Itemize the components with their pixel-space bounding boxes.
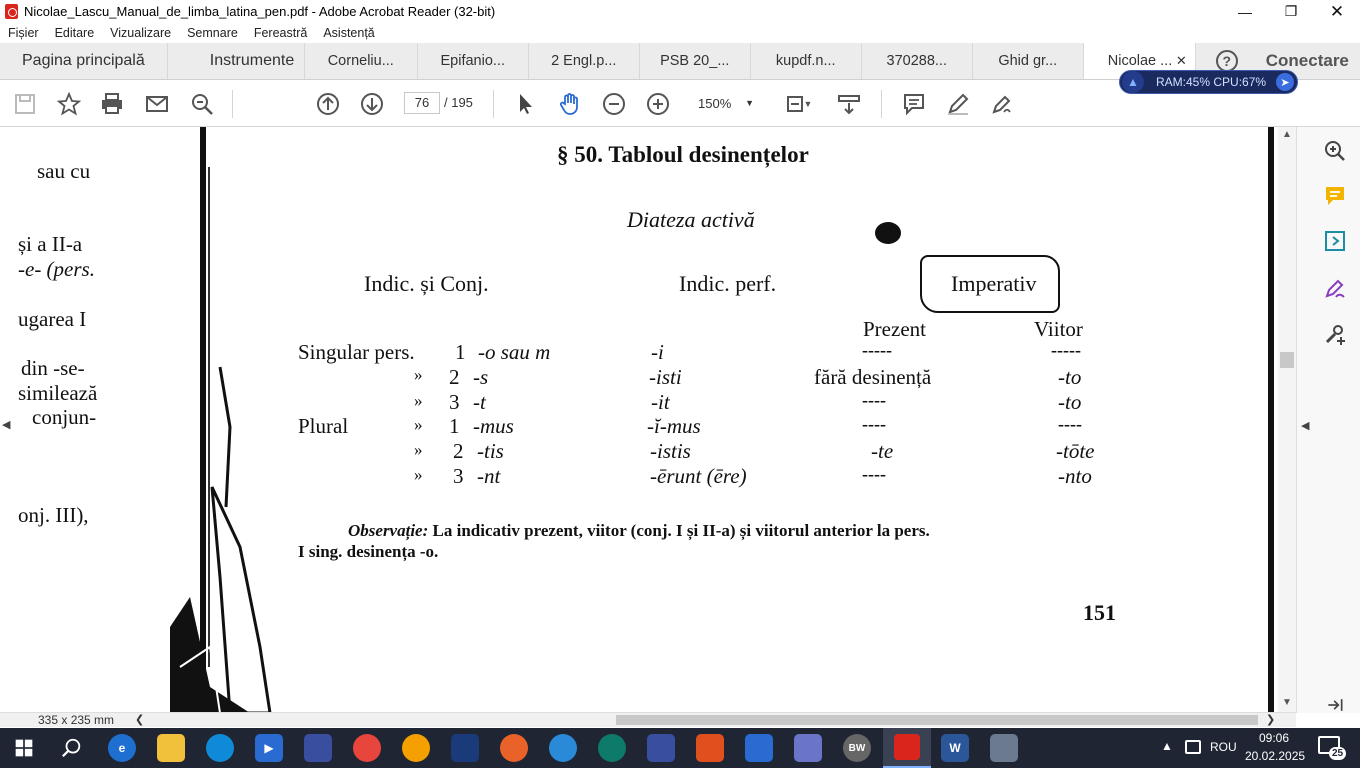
close-button[interactable]: ✕ [1329, 1, 1345, 21]
scroll-up-icon[interactable]: ▲ [1282, 129, 1292, 140]
table-cell-viitor: ---- [1058, 414, 1082, 434]
doc-tab[interactable]: Epifanio... [418, 43, 529, 79]
fragment-line: din -se- [21, 356, 85, 380]
zoom-in-icon[interactable] [644, 90, 672, 118]
page-total: / 195 [444, 95, 473, 110]
divider [881, 90, 882, 118]
file-explorer-icon[interactable] [157, 734, 185, 762]
tab-home[interactable]: Pagina principală [0, 43, 168, 79]
maximize-button[interactable]: ❐ [1284, 3, 1298, 19]
doc-tab[interactable]: PSB 20_... [640, 43, 751, 79]
windows-start-icon[interactable] [10, 734, 38, 762]
table-cell-prezent: ----- [862, 340, 892, 360]
brave-icon[interactable] [696, 734, 724, 762]
ditto-mark: » [414, 415, 423, 434]
document-viewport[interactable] [0, 127, 1296, 713]
col-header-prezent: Prezent [863, 317, 926, 341]
app-teal-icon[interactable] [598, 734, 626, 762]
table-cell-ending: -t [473, 390, 486, 414]
app-window-icon[interactable] [451, 734, 479, 762]
ditto-mark: » [414, 391, 423, 410]
perf-readout: RAM:45% CPU:67% [1156, 75, 1267, 89]
comment-panel-icon[interactable] [1321, 182, 1349, 210]
highlight-pen-icon[interactable] [944, 90, 972, 118]
page-size-label: 335 x 235 mm [38, 713, 115, 727]
menu-edit[interactable]: Editare [54, 26, 95, 40]
vertical-scrollbar[interactable] [1278, 127, 1296, 713]
search-icon[interactable] [58, 734, 86, 762]
fragment-line: similează [18, 381, 98, 405]
table-cell-num: 2 [449, 365, 460, 389]
scroll-down-icon[interactable]: ▼ [1282, 697, 1292, 708]
pdf-page [0, 127, 1262, 713]
zoom-select[interactable] [690, 92, 760, 114]
doc-tab[interactable]: kupdf.n... [751, 43, 862, 79]
clock-time[interactable]: 09:06 [1259, 731, 1290, 745]
table-cell-prezent: -te [871, 439, 894, 463]
menu-bar [0, 23, 1360, 43]
col-header-imperativ: Imperativ [951, 271, 1037, 296]
fragment-line: onj. III), [18, 503, 89, 527]
more-tools-icon[interactable] [1321, 320, 1349, 348]
divider [232, 90, 233, 118]
table-cell-ending: -s [473, 365, 489, 389]
title-bar [0, 0, 1360, 23]
table-cell-num: 2 [453, 439, 464, 463]
table-cell-perf: -isti [649, 365, 682, 389]
next-page-icon[interactable] [358, 90, 386, 118]
observation-paragraph [348, 521, 930, 541]
ditto-mark: » [414, 365, 423, 384]
table-cell-prezent: ---- [862, 414, 886, 434]
edge-icon[interactable] [206, 734, 234, 762]
section-title: § 50. Tabloul desinențelor [557, 142, 809, 167]
horizontal-scrollbar[interactable] [0, 712, 1296, 727]
window-title: Nicolae_Lascu_Manual_de_limba_latina_pen.pdf - Adobe Acrobat Reader (32-bit) [24, 4, 496, 19]
rocket-icon: ▲ [1122, 71, 1144, 93]
table-cell-viitor: -tōte [1056, 439, 1095, 463]
scroll-thumb[interactable] [1280, 352, 1294, 368]
arrow-right-icon[interactable]: ➤ [1276, 73, 1294, 91]
col-header-indic-conj: Indic. și Conj. [364, 271, 489, 296]
acrobat-app-icon [5, 4, 18, 19]
hand-tool-icon[interactable] [556, 90, 584, 118]
expand-panel-icon[interactable] [1321, 691, 1349, 719]
help-icon: ? [1216, 50, 1238, 72]
input-language[interactable]: ROU [1210, 740, 1237, 754]
fill-sign-icon[interactable] [1321, 274, 1349, 302]
table-cell-perf: -it [651, 390, 670, 414]
tray-chevron-icon[interactable]: ▲ [1161, 739, 1173, 753]
voice-heading: Diateza activă [627, 207, 755, 232]
star-icon[interactable] [55, 90, 83, 118]
table-cell-num: 3 [453, 464, 464, 488]
table-cell-num: 3 [449, 390, 460, 414]
doc-tab-label: Nicolae ... [1107, 52, 1173, 69]
ditto-mark: » [414, 465, 423, 484]
row-label-plural: Plural [298, 414, 349, 438]
table-cell-num: 1 [455, 340, 466, 364]
menu-file[interactable]: Fișier [8, 26, 39, 40]
table-cell-viitor: -to [1058, 390, 1082, 414]
zoom-search-icon[interactable] [188, 90, 216, 118]
observation-label: Observație: [348, 521, 429, 540]
table-cell-ending: -o sau m [478, 340, 551, 364]
ie-icon[interactable]: e [108, 734, 136, 762]
observation-text-line2: I sing. desinența -o. [298, 542, 439, 561]
fragment-line: sau cu [37, 159, 91, 183]
scroll-mode-icon[interactable] [835, 90, 863, 118]
acrobat-icon [894, 734, 920, 760]
bw-app-icon[interactable]: BW [843, 734, 871, 762]
prev-page-arrow[interactable]: ◀ [2, 419, 11, 431]
fragment-line: conjun- [32, 405, 97, 429]
doc-tab[interactable]: Corneliu... [305, 43, 418, 79]
page-number-input[interactable]: 76 [404, 92, 440, 114]
export-pdf-icon[interactable] [1321, 227, 1349, 255]
table-cell-ending: -nt [477, 464, 501, 488]
observation-text: La indicativ prezent, viitor (conj. I și II-a) și viitorul anterior la pers. [432, 521, 930, 540]
save-app-icon[interactable] [304, 734, 332, 762]
menu-help[interactable]: Asistență [323, 26, 375, 40]
connect-button[interactable]: Conectare [1265, 51, 1349, 70]
firefox-icon[interactable] [500, 734, 528, 762]
enhance-scan-icon[interactable] [1321, 137, 1349, 165]
collapse-panel-arrow[interactable]: ◀ [1301, 420, 1310, 432]
zoom-out-icon[interactable] [600, 90, 628, 118]
table-cell-viitor: -nto [1058, 464, 1092, 488]
col-header-viitor: Viitor [1034, 317, 1083, 341]
windows-taskbar [0, 728, 1360, 768]
prev-page-icon[interactable] [314, 90, 342, 118]
table-cell-ending: -tis [477, 439, 504, 463]
close-tab-icon[interactable]: ✕ [1175, 52, 1187, 68]
table-cell-prezent: ---- [862, 390, 886, 410]
fragment-line: -e- (pers. [18, 257, 95, 281]
menu-view[interactable]: Vizualizare [110, 26, 172, 40]
row-label-singular: Singular pers. [298, 340, 415, 364]
menu-sign[interactable]: Semnare [187, 26, 238, 40]
table-cell-viitor: ----- [1051, 340, 1081, 360]
floppy-app-icon[interactable] [647, 734, 675, 762]
doc-tab[interactable]: Ghid gr... [973, 43, 1084, 79]
table-cell-num: 1 [449, 414, 460, 438]
doc-tab[interactable]: 2 Engl.p... [529, 43, 640, 79]
mail-icon[interactable] [143, 90, 171, 118]
app-purple-icon[interactable] [794, 734, 822, 762]
divider [493, 90, 494, 118]
comment-icon[interactable] [900, 90, 928, 118]
app-orange-icon[interactable] [402, 734, 430, 762]
tab-tools[interactable]: Instrumente [168, 43, 305, 79]
select-cursor-icon[interactable] [512, 90, 540, 118]
ditto-mark: » [414, 440, 423, 459]
doc-tab[interactable]: 370288... [862, 43, 973, 79]
scroll-right-icon[interactable]: ❯ [1266, 714, 1276, 726]
scroll-thumb[interactable] [616, 715, 1258, 725]
table-cell-perf: -ĭ-mus [647, 414, 701, 438]
table-cell-viitor: -to [1058, 365, 1082, 389]
zoom-value: 150% [698, 95, 732, 111]
fragment-line: și a II-a [18, 232, 83, 256]
app-gray-icon[interactable] [990, 734, 1018, 762]
chrome-icon[interactable] [353, 734, 381, 762]
table-cell-ending: -mus [473, 414, 514, 438]
chevron-down-icon[interactable]: ▼ [803, 99, 813, 109]
acrobat-taskbar-button[interactable] [883, 728, 931, 768]
sign-icon[interactable] [988, 90, 1016, 118]
scan-right-edge-artifact [1262, 127, 1278, 713]
col-header-indic-perf: Indic. perf. [679, 271, 777, 296]
word-icon[interactable]: W [941, 734, 969, 762]
save-icon[interactable] [11, 90, 39, 118]
system-monitor-widget[interactable] [1119, 70, 1298, 94]
media-player-icon[interactable]: ▶ [255, 734, 283, 762]
chevron-down-icon: ▼ [745, 98, 754, 108]
page-number: 151 [1083, 600, 1116, 625]
table-cell-prezent: fără desinență [814, 365, 932, 389]
network-icon[interactable] [1185, 740, 1201, 754]
fragment-line: ugarea I [18, 307, 87, 331]
notification-count: 25 [1329, 747, 1346, 760]
minimize-button[interactable]: — [1238, 3, 1252, 20]
table-cell-perf: -istis [650, 439, 691, 463]
clock-date[interactable]: 20.02.2025 [1245, 749, 1306, 763]
table-cell-perf: -i [651, 340, 664, 364]
table-cell-prezent: ---- [862, 464, 886, 484]
app-blue-icon[interactable] [745, 734, 773, 762]
right-tools-panel [1296, 127, 1360, 713]
menu-window[interactable]: Fereastră [253, 26, 308, 40]
table-cell-perf: -ērunt (ēre) [650, 464, 747, 488]
globe-app-icon[interactable] [549, 734, 577, 762]
scroll-left-icon[interactable]: ❮ [135, 714, 145, 726]
print-icon[interactable] [98, 90, 126, 118]
